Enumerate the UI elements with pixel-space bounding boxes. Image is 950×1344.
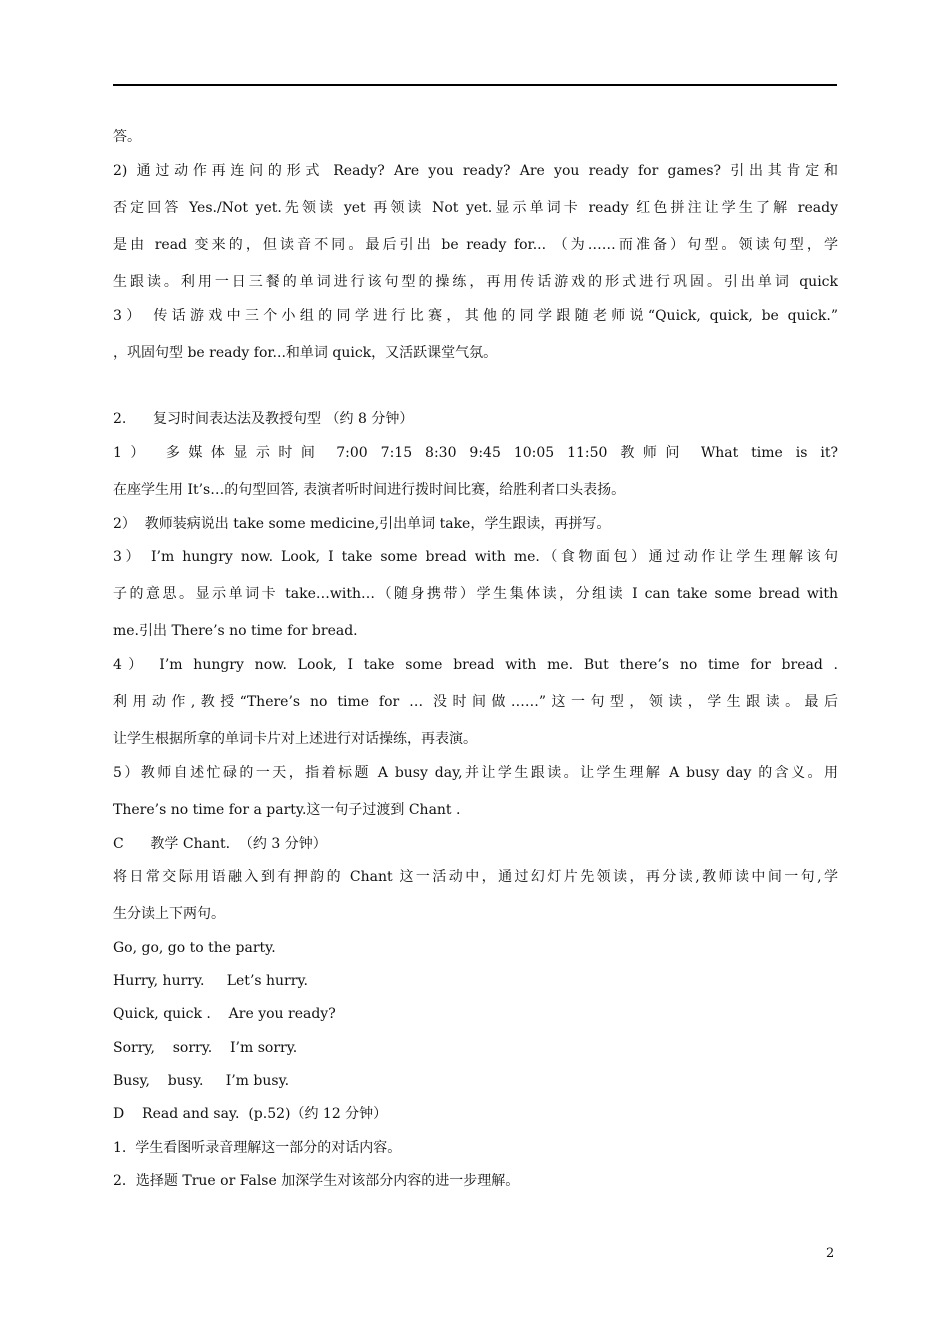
text-line: 子的意思。显示单词卡 take…with…（随身携带）学生集体读，分组读 I can take some bread with: [113, 586, 838, 602]
text-line: 答。: [113, 129, 141, 145]
chant-line: Sorry, sorry. I’m sorry.: [113, 1040, 298, 1056]
text-line: 4） I’m hungry now. Look, I take some bread with me. But there’s no time for bread .: [113, 657, 838, 673]
text-line: 2) 通过动作再连问的形式 Ready? Are you ready? Are you ready for games? 引出其肯定和: [113, 163, 838, 179]
text-line: 是由 read 变来的，但读音不同。最后引出 be ready for... （为……而准备）句型。领读句型，学: [113, 237, 838, 253]
text-line: 2．选择题 True or False 加深学生对该部分内容的进一步理解。: [113, 1173, 520, 1189]
text-line: 1. 学生看图听录音理解这一部分的对话内容。: [113, 1140, 402, 1156]
text-line: 1） 多媒体显示时间 7:00 7:15 8:30 9:45 10:05 11:50 教师问 What time is it?: [113, 445, 838, 461]
page-number: 2: [826, 1246, 835, 1261]
text-line: 3） I’m hungry now. Look, I take some bread with me.（食物面包）通过动作让学生理解该句: [113, 549, 838, 565]
section-heading: D Read and say. (p.52)（约 12 分钟）: [113, 1106, 388, 1122]
text-line: 否定回答 Yes./Not yet.先领读 yet 再领读 Not yet.显示单词卡 ready 红色拼注让学生了解 ready: [113, 200, 838, 216]
text-line: There’s no time for a party.这一句子过渡到 Chant .: [113, 802, 461, 818]
text-line: ，巩固句型 be ready for...和单词 quick，又活跃课堂气氛。: [113, 345, 498, 361]
text-line: 2） 教师装病说出 take some medicine,引出单词 take，学生跟读，再拼写。: [113, 516, 611, 532]
text-line: 在座学生用 It’s…的句型回答, 表演者听时间进行拨时间比赛，给胜利者口头表扬。: [113, 482, 626, 498]
chant-line: Quick, quick . Are you ready?: [113, 1006, 336, 1022]
header-rule: [113, 84, 837, 86]
text-line: 5）教师自述忙碌的一天，指着标题 A busy day,并让学生跟读。让学生理解 A busy day 的含义。用: [113, 765, 838, 781]
text-line: 生跟读。利用一日三餐的单词进行该句型的操练，再用传话游戏的形式进行巩固。引出单词 quick: [113, 274, 838, 290]
text-line: 利用动作,教授“There’s no time for … 没时间做……”这一句型，领读，学生跟读。最后: [113, 694, 838, 710]
text-line: 让学生根据所拿的单词卡片对上述进行对话操练，再表演。: [113, 731, 477, 747]
text-line: 生分读上下两句。: [113, 906, 225, 922]
chant-line: Go, go, go to the party.: [113, 940, 276, 956]
text-line: 将日常交际用语融入到有押韵的 Chant 这一活动中，通过幻灯片先领读，再分读,教师读中间一句,学: [113, 869, 838, 885]
chant-line: Busy, busy. I’m busy.: [113, 1073, 290, 1089]
section-heading: C 教学 Chant. （约 3 分钟）: [113, 836, 327, 852]
section-heading: 2. 复习时间表达法及教授句型 （约 8 分钟）: [113, 411, 414, 427]
text-line: 3） 传话游戏中三个小组的同学进行比赛，其他的同学跟随老师说“Quick, quick, be quick.”: [113, 308, 838, 324]
chant-line: Hurry, hurry. Let’s hurry.: [113, 973, 308, 989]
text-line: me.引出 There’s no time for bread.: [113, 623, 358, 639]
